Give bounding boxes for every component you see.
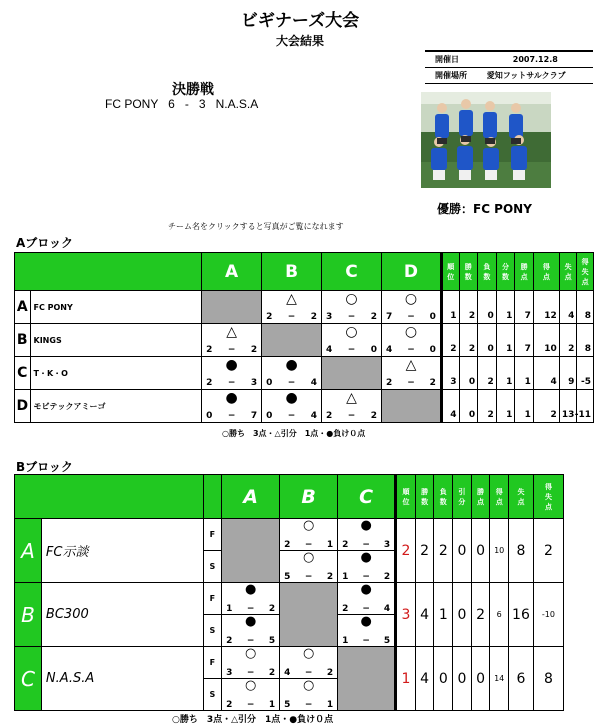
match-result-cell — [338, 583, 396, 615]
result-symbol: ○ — [345, 291, 358, 307]
stat-head-wins: 勝 数 — [415, 475, 434, 519]
block-b-sub-head — [203, 475, 222, 519]
result-symbol: △ — [405, 357, 417, 373]
stat-value: 1 — [496, 390, 515, 423]
stat-head-goal-diff: 得 失 点 — [533, 475, 563, 519]
team-name-link[interactable]: FC PONY — [30, 291, 202, 324]
result-symbol: ○ — [244, 678, 257, 693]
half-label: F — [203, 583, 222, 615]
stat-value: 4 — [559, 291, 577, 324]
stat-value: 8 — [509, 519, 534, 583]
stat-value: 1 — [496, 357, 515, 390]
match-result-cell — [222, 647, 280, 679]
stat-value: 2 — [471, 583, 490, 647]
stat-value: 0 — [434, 647, 453, 711]
block-b-table — [14, 474, 564, 711]
stat-head-wins: 勝 数 — [459, 253, 478, 291]
stat-value: -5 — [577, 357, 594, 390]
team-photo-image — [421, 92, 551, 188]
result-symbol: △ — [226, 324, 237, 340]
team-name-link[interactable]: T・K・O — [30, 357, 202, 390]
match-score: 3 − 2 — [226, 668, 276, 678]
stat-value: 2 — [441, 324, 459, 357]
stat-head-losses: 負 数 — [478, 253, 497, 291]
match-result-cell — [280, 551, 338, 583]
stat-head-losses: 負 数 — [434, 475, 453, 519]
stat-value: 2 — [415, 519, 434, 583]
self-match-cell — [381, 390, 441, 423]
row-letter: C — [15, 357, 31, 390]
match-score: 2 − 2 — [326, 411, 377, 421]
stat-value: 2 — [559, 324, 577, 357]
match-score: 0 − 4 — [266, 378, 318, 388]
winner-text: 優勝：FC PONY — [437, 202, 532, 216]
stat-value: 6 — [490, 583, 509, 647]
event-info-table — [425, 50, 593, 84]
match-result-cell — [222, 679, 280, 711]
stat-value: 0 — [471, 519, 490, 583]
stat-value: 2 — [459, 324, 478, 357]
match-score: 2 − 2 — [385, 378, 436, 388]
self-match-cell — [222, 519, 280, 583]
match-score: 2 − 1 — [284, 540, 334, 550]
final-score — [105, 97, 258, 111]
result-symbol: ○ — [302, 518, 315, 533]
match-score: 5 − 2 — [284, 572, 334, 582]
stat-head-goals-against: 失 点 — [509, 475, 534, 519]
self-match-cell — [338, 647, 396, 711]
stat-head-goals-for: 得 点 — [533, 253, 559, 291]
match-result-cell — [280, 679, 338, 711]
venue-label: 開催場所 — [425, 68, 483, 84]
match-result-cell — [338, 519, 396, 551]
self-match-cell — [322, 357, 382, 390]
stat-value: 1 — [441, 291, 459, 324]
match-score: 4 − 0 — [326, 345, 377, 355]
stat-value: 8 — [577, 324, 594, 357]
stat-value: 0 — [453, 583, 472, 647]
block-a-legend: ○勝ち 3点・△引分 1点・●負け０点 — [222, 429, 366, 438]
page-title: ビギナーズ大会 — [240, 11, 360, 31]
result-symbol: ○ — [404, 291, 418, 307]
result-symbol: ○ — [404, 324, 418, 340]
result-symbol: ○ — [345, 324, 358, 340]
result-symbol: △ — [286, 291, 297, 307]
result-symbol: ○ — [244, 646, 257, 661]
stat-value: 4 — [415, 647, 434, 711]
half-label: F — [203, 647, 222, 679]
stat-value: 8 — [577, 291, 594, 324]
match-result-cell — [222, 615, 280, 647]
stat-value: 4 — [415, 583, 434, 647]
team-name-link[interactable]: BC300 — [41, 583, 203, 647]
result-symbol: ● — [225, 390, 238, 406]
stat-value: 2 — [478, 357, 497, 390]
row-letter: A — [15, 519, 42, 583]
block-b-legend: ○勝ち 3点・△引分 1点・●負け０点 — [172, 715, 334, 725]
match-result-cell — [222, 583, 280, 615]
match-score: 2 − 3 — [206, 378, 258, 388]
match-score: 2 − 3 — [342, 540, 391, 550]
stat-head-points: 勝 点 — [471, 475, 490, 519]
block-a-corner — [15, 253, 202, 291]
stat-value: 0 — [478, 291, 497, 324]
match-result-cell — [280, 647, 338, 679]
final-title: 決勝戦 — [172, 82, 214, 98]
match-score: 1 − 2 — [226, 604, 276, 614]
match-result-cell — [262, 357, 322, 390]
row-letter: D — [15, 390, 31, 423]
stat-value: 12 — [533, 291, 559, 324]
self-match-cell — [202, 291, 262, 324]
stat-value: 0 — [453, 647, 472, 711]
result-symbol: ○ — [302, 646, 315, 661]
stat-value: 13 — [559, 390, 577, 423]
team-name-link[interactable]: FC示談 — [41, 519, 203, 583]
match-result-cell — [338, 615, 396, 647]
match-result-cell — [381, 291, 441, 324]
match-score: 0 − 7 — [206, 411, 258, 421]
block-a-col-head: D — [381, 253, 441, 291]
block-b-col-head: A — [222, 475, 280, 519]
final-score1: 6 — [168, 97, 175, 111]
half-label: S — [203, 679, 222, 711]
stat-value: 1 — [434, 583, 453, 647]
match-score: 2 − 5 — [226, 636, 276, 646]
stat-head-goal-diff: 得 失 点 — [577, 253, 594, 291]
block-b-corner — [15, 475, 204, 519]
result-symbol: ● — [225, 357, 238, 373]
date-label: 開催日 — [425, 51, 483, 68]
result-symbol: ● — [244, 582, 257, 597]
block-a-label: Aブロック — [16, 236, 74, 250]
block-a-col-head: B — [262, 253, 322, 291]
match-result-cell — [262, 291, 322, 324]
stat-value: 16 — [509, 583, 534, 647]
result-symbol: ● — [244, 614, 257, 629]
match-result-cell — [322, 390, 382, 423]
stat-head-draws: 分 数 — [496, 253, 515, 291]
result-symbol: ● — [360, 518, 372, 533]
block-b-row — [15, 583, 564, 615]
stat-value: 2 — [478, 390, 497, 423]
block-b-col-head: C — [338, 475, 396, 519]
match-score: 2 − 2 — [206, 345, 258, 355]
result-symbol: ● — [360, 550, 372, 565]
stat-value: 3 — [441, 357, 459, 390]
match-result-cell — [322, 324, 382, 357]
final-team2: N.A.S.A — [215, 97, 259, 111]
stat-head-points: 勝 点 — [515, 253, 534, 291]
block-b-row — [15, 647, 564, 679]
result-symbol: ○ — [302, 678, 315, 693]
stat-value: 4 — [441, 390, 459, 423]
stat-value: -10 — [533, 583, 563, 647]
match-result-cell — [280, 519, 338, 551]
match-score: 2 − 2 — [266, 312, 318, 322]
venue-value: 愛知フットサルクラブ — [483, 68, 593, 84]
stat-head-goals-for: 得 点 — [490, 475, 509, 519]
row-letter: B — [15, 583, 42, 647]
stat-value: -11 — [577, 390, 594, 423]
team-name-link[interactable]: KINGS — [30, 324, 202, 357]
match-score: 2 − 1 — [226, 700, 276, 710]
stat-value: 0 — [459, 357, 478, 390]
half-label: S — [203, 551, 222, 583]
block-b-col-head: B — [280, 475, 338, 519]
stat-value: 0 — [471, 647, 490, 711]
stat-value: 9 — [559, 357, 577, 390]
self-match-cell — [280, 583, 338, 647]
stat-head-rank: 順 位 — [441, 253, 459, 291]
result-symbol: ● — [285, 390, 298, 406]
match-score: 2 − 4 — [342, 604, 391, 614]
block-a-col-head: A — [202, 253, 262, 291]
match-score: 1 − 2 — [342, 572, 391, 582]
stat-value: 0 — [453, 519, 472, 583]
result-symbol: ● — [360, 582, 372, 597]
stat-value: 4 — [533, 357, 559, 390]
stat-value: 2 — [533, 390, 559, 423]
stat-head-rank: 順 位 — [396, 475, 416, 519]
rank-value: 3 — [396, 583, 416, 647]
result-symbol: ● — [285, 357, 298, 373]
stat-value: 1 — [496, 324, 515, 357]
rank-value: 2 — [396, 519, 416, 583]
row-letter: B — [15, 324, 31, 357]
stat-value: 2 — [459, 291, 478, 324]
match-score: 3 − 2 — [326, 312, 377, 322]
stat-head-draws: 引 分 — [453, 475, 472, 519]
match-result-cell — [322, 291, 382, 324]
stat-value: 1 — [515, 390, 534, 423]
match-result-cell — [202, 390, 262, 423]
stat-value: 7 — [515, 291, 534, 324]
team-name-link[interactable]: N.A.S.A — [41, 647, 203, 711]
team-name-link[interactable]: モビテックアミーゴ — [30, 390, 202, 423]
match-result-cell — [381, 357, 441, 390]
stat-value: 1 — [496, 291, 515, 324]
match-result-cell — [202, 357, 262, 390]
block-a-row — [15, 324, 594, 357]
match-score: 7 − 0 — [385, 312, 436, 322]
block-a-table — [14, 252, 594, 423]
stat-head-goals-against: 失 点 — [559, 253, 577, 291]
final-team1: FC PONY — [105, 97, 159, 111]
block-a-row — [15, 390, 594, 423]
result-symbol: △ — [346, 390, 357, 406]
result-symbol: ● — [360, 614, 372, 629]
stat-value: 10 — [533, 324, 559, 357]
final-dash: - — [184, 97, 189, 111]
block-b-row — [15, 519, 564, 551]
click-note: チーム名をクリックすると写真がご覧になれます — [168, 222, 344, 231]
rank-value: 1 — [396, 647, 416, 711]
page-subtitle: 大会結果 — [275, 34, 324, 48]
match-result-cell — [202, 324, 262, 357]
stat-value: 0 — [478, 324, 497, 357]
stat-value: 1 — [515, 357, 534, 390]
block-a-col-head: C — [322, 253, 382, 291]
match-score: 4 − 2 — [284, 668, 334, 678]
result-symbol: ○ — [302, 550, 315, 565]
match-score: 1 − 5 — [342, 636, 391, 646]
stat-value: 10 — [490, 519, 509, 583]
row-letter: C — [15, 647, 42, 711]
match-result-cell — [262, 390, 322, 423]
block-a-row — [15, 357, 594, 390]
block-b-label: Bブロック — [16, 460, 73, 474]
block-a-row — [15, 291, 594, 324]
date-value: 2007.12.8 — [483, 51, 593, 68]
match-result-cell — [338, 551, 396, 583]
match-score: 5 − 1 — [284, 700, 334, 710]
stat-value: 2 — [533, 519, 563, 583]
match-score: 0 − 4 — [266, 411, 318, 421]
self-match-cell — [262, 324, 322, 357]
stat-value: 7 — [515, 324, 534, 357]
stat-value: 6 — [509, 647, 534, 711]
stat-value: 8 — [533, 647, 563, 711]
stat-value: 2 — [434, 519, 453, 583]
stat-value: 14 — [490, 647, 509, 711]
match-score: 4 − 0 — [385, 345, 436, 355]
match-result-cell — [381, 324, 441, 357]
final-score2: 3 — [198, 97, 206, 111]
half-label: S — [203, 615, 222, 647]
stat-value: 0 — [459, 390, 478, 423]
winner-team-photo — [421, 92, 551, 188]
row-letter: A — [15, 291, 31, 324]
half-label: F — [203, 519, 222, 551]
